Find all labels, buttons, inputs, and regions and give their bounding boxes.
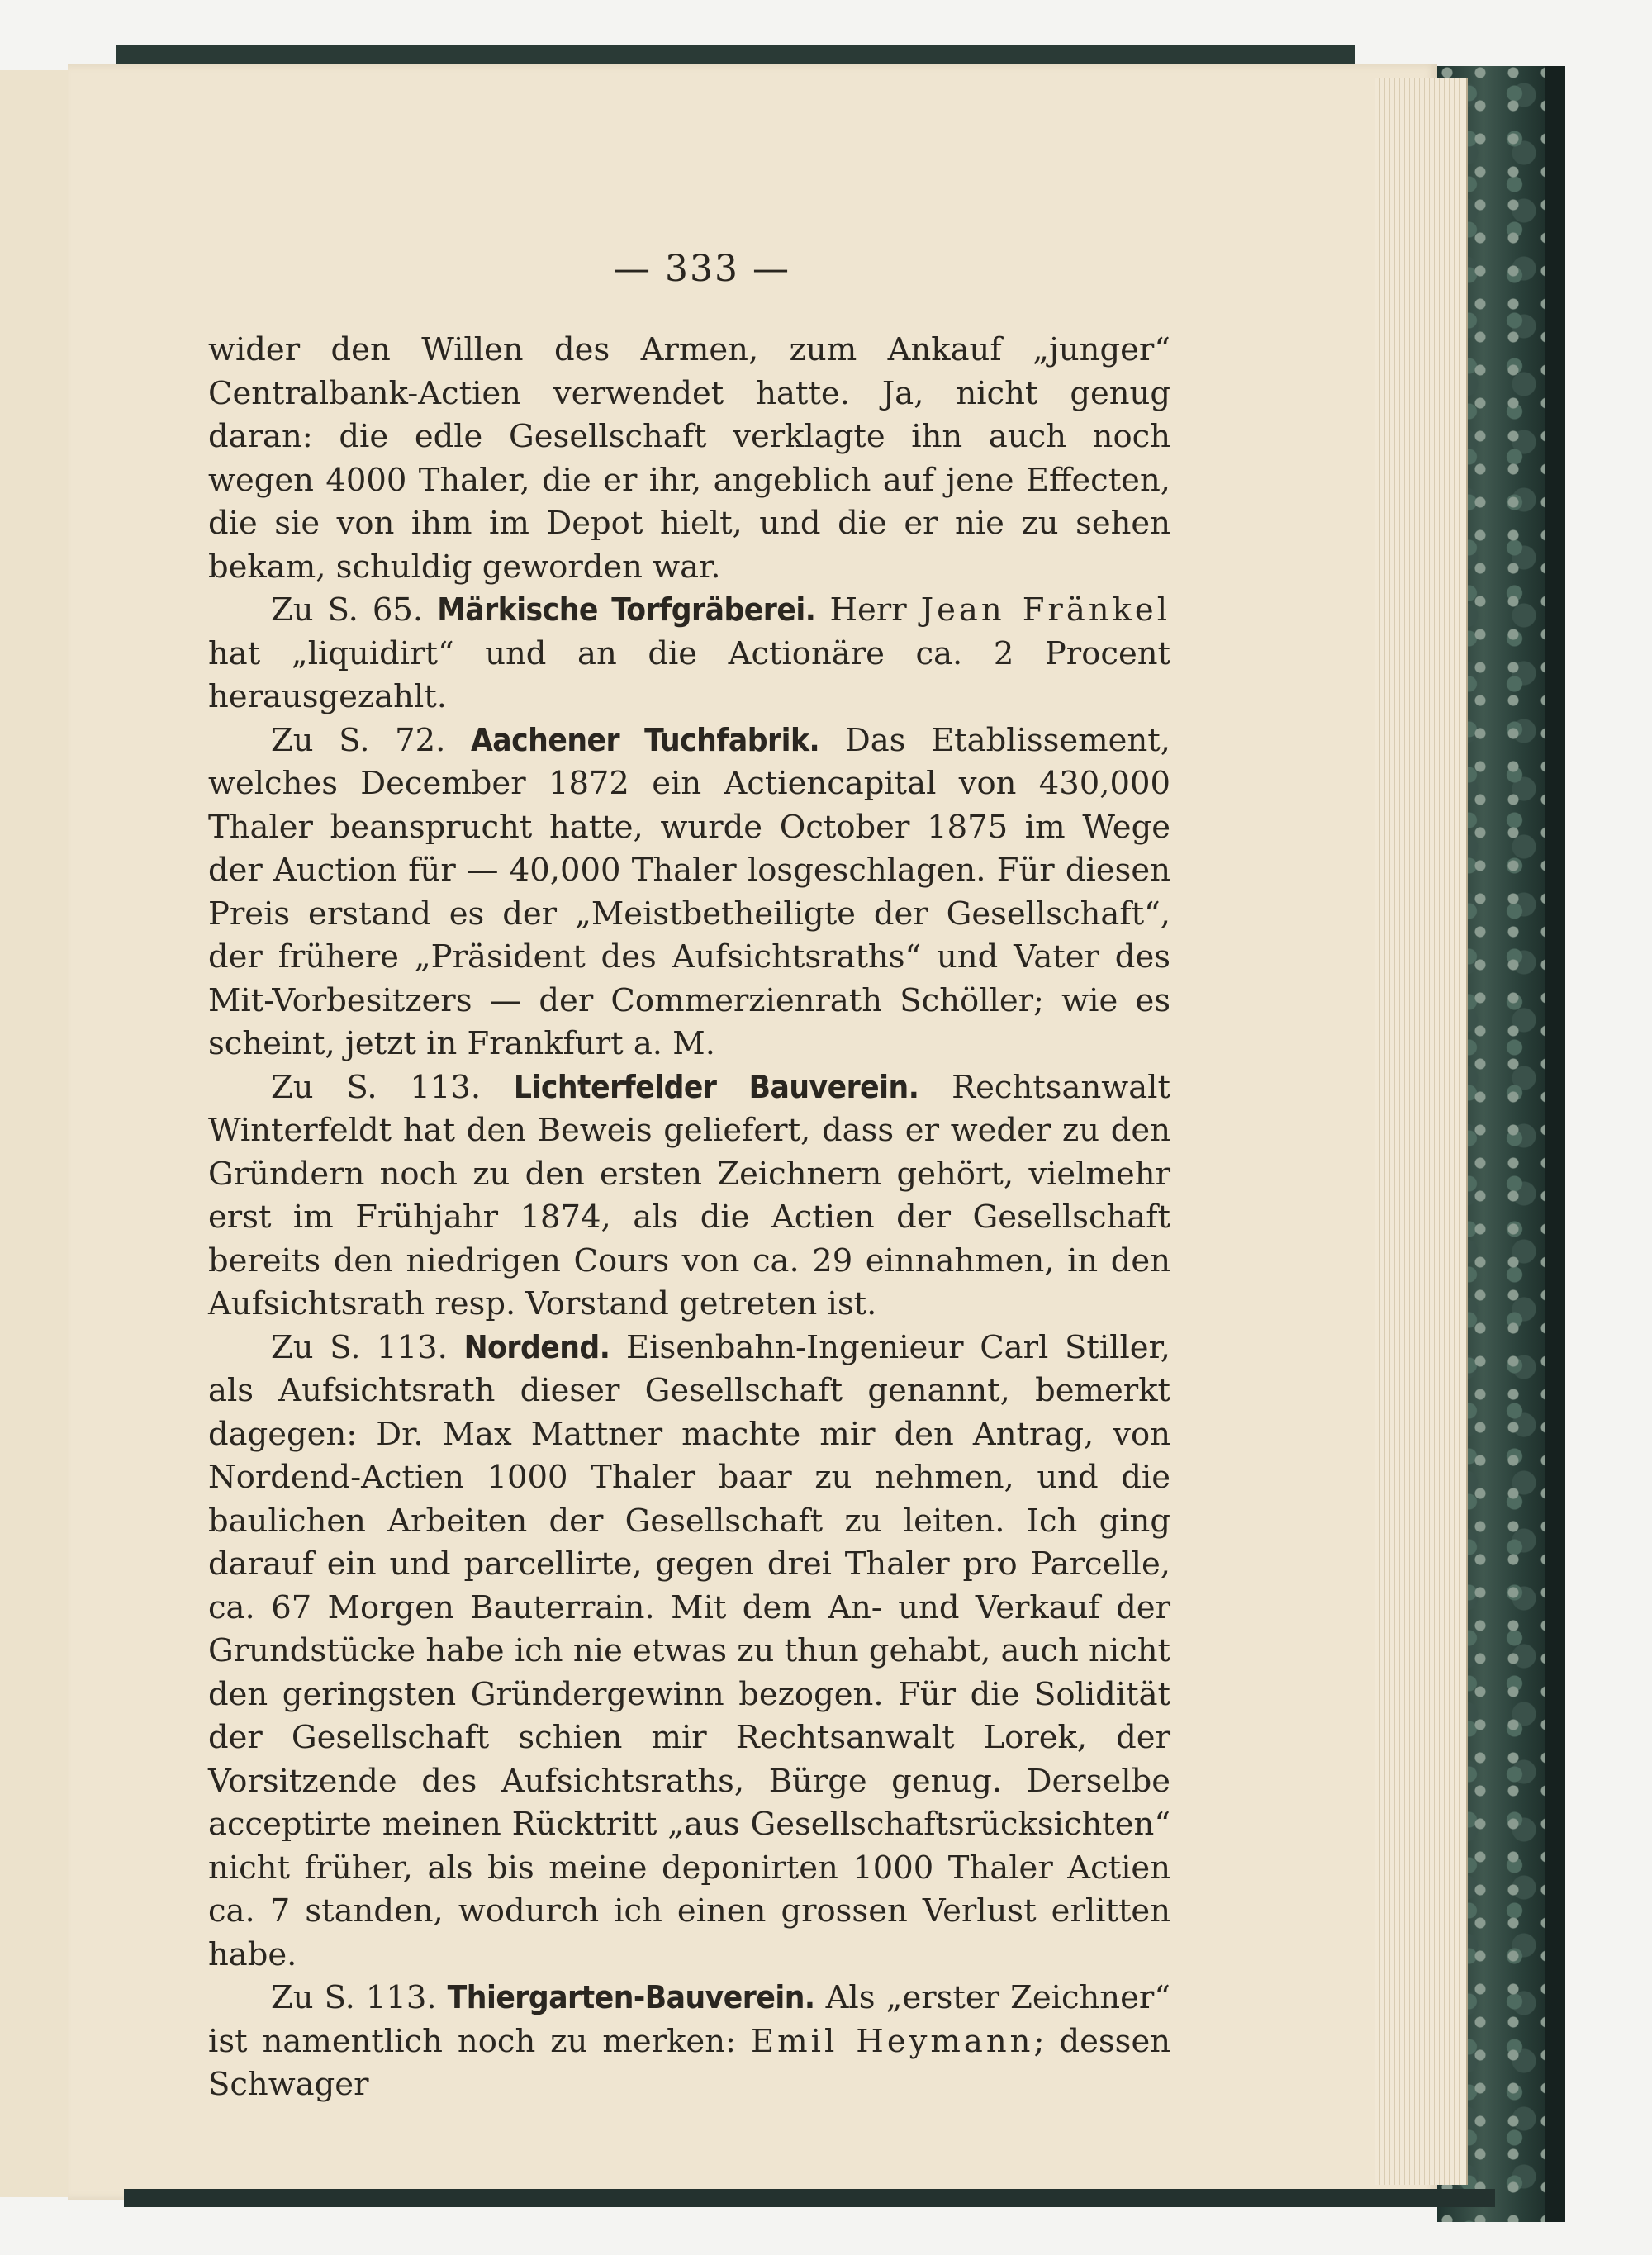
paragraph-text: Rechtsanwalt Winterfeldt hat den Beweis geliefert, dass er weder zu den Gründern noch zu den ersten Zeichnern gehört, vielmehr erst im Frühjahr 1874, als die Actien der Gesellschaft bereits den niedrigen Cours von ca. 29 einnahmen, in den Aufsichtsrath resp. Vorstand getreten ist. [208,1068,1170,1322]
paragraph [208,1977,1170,2107]
page-reference: Zu S. 113. [271,1328,448,1366]
paragraph [208,329,1170,589]
page-reference: Zu S. 72. [271,721,446,759]
paragraph [208,589,1170,719]
cover-edge [1545,66,1565,2222]
paragraph-text: ; dessen Schwager [208,2022,1171,2103]
page-body [208,329,1170,2107]
paragraph [208,719,1170,1066]
page-reference: Zu S. 113. [271,1979,437,2016]
spaced-name: Emil Heymann [751,2022,1034,2060]
paragraph-text: Eisenbahn-Ingenieur Carl Stiller, als Aufsichtsrath dieser Gesellschaft genannt, bemerkt dagegen: Dr. Max Mattner machte mir den Antrag, von Nordend-Actien 1000 Thaler baar zu nehmen, und die baulichen Arbeiten der Gesellschaft zu leiten. Ich ging darauf ein und parcellirte, gegen drei Thaler pro Parcelle, ca. 67 Morgen Bauterrain. Mit dem An- und Verkauf der Grundstücke habe ich nie etwas zu thun gehabt, auch nicht den geringsten Gründergewinn bezogen. Für die Solidität der Gesellschaft schien mir Rechtsanwalt Lorek, der Vorsitzende des Aufsichtsraths, Bürge genug. Derselbe acceptirte meinen Rücktritt „aus Gesellschaftsrücksichten“ nicht früher, als bis meine deponirten 1000 Thaler Actien ca. 7 standen, wodurch ich einen grossen Verlust erlitten habe. [208,1328,1170,1973]
page-number: — 333 — [614,248,790,290]
paragraph-text: hat „liquidirt“ und an die Actionäre ca. 2 Procent herausgezahlt. [208,634,1170,715]
paragraph [208,1327,1170,1977]
entry-heading: Nordend. [463,1328,610,1366]
entry-heading: Märkische Torfgräberei. [437,591,816,629]
page-stack-edge [1375,78,1468,2185]
spaced-name: Jean Fränkel [920,591,1171,629]
book-cover-bottom [124,2189,1495,2207]
page-reference: Zu S. 65. [271,591,424,629]
previous-page-edge [0,70,70,2197]
paragraph-text: Das Etablissement, welches December 1872 ein Actiencapital von 430,000 Thaler beansprucht hatte, wurde October 1875 im Wege der Auction für — 40,000 Thaler losgeschlagen. Für diesen Preis erstand es der „Meistbetheiligte der Gesellschaft“, der frühere „Präsident des Aufsichtsraths“ und Vater des Mit-Vorbesitzers — der Commerzienrath Schöller; wie es scheint, jetzt in Frankfurt a. M. [208,721,1170,1062]
entry-heading: Aachener Tuchfabrik. [470,721,820,759]
paragraph-text: Als „erster Zeichner“ ist namentlich noch zu merken: [208,1979,1170,2060]
paragraph-text: wider den Willen des Armen, zum Ankauf „junger“ Centralbank-Actien verwendet hatte. Ja, nicht genug daran: die edle Gesellschaft verklagte ihn auch noch wegen 4000 Thaler, die er ihr, angeblich auf jene Effecten, die sie von ihm im Depot hielt, und die er nie zu sehen bekam, schuldig geworden war. [208,331,1170,586]
paragraph [208,1066,1170,1327]
paragraph-text: Herr [829,591,921,629]
page-reference: Zu S. 113. [271,1068,482,1106]
entry-heading: Lichterfelder Bauverein. [513,1068,919,1106]
entry-heading: Thiergarten-Bauverein. [447,1979,815,2016]
